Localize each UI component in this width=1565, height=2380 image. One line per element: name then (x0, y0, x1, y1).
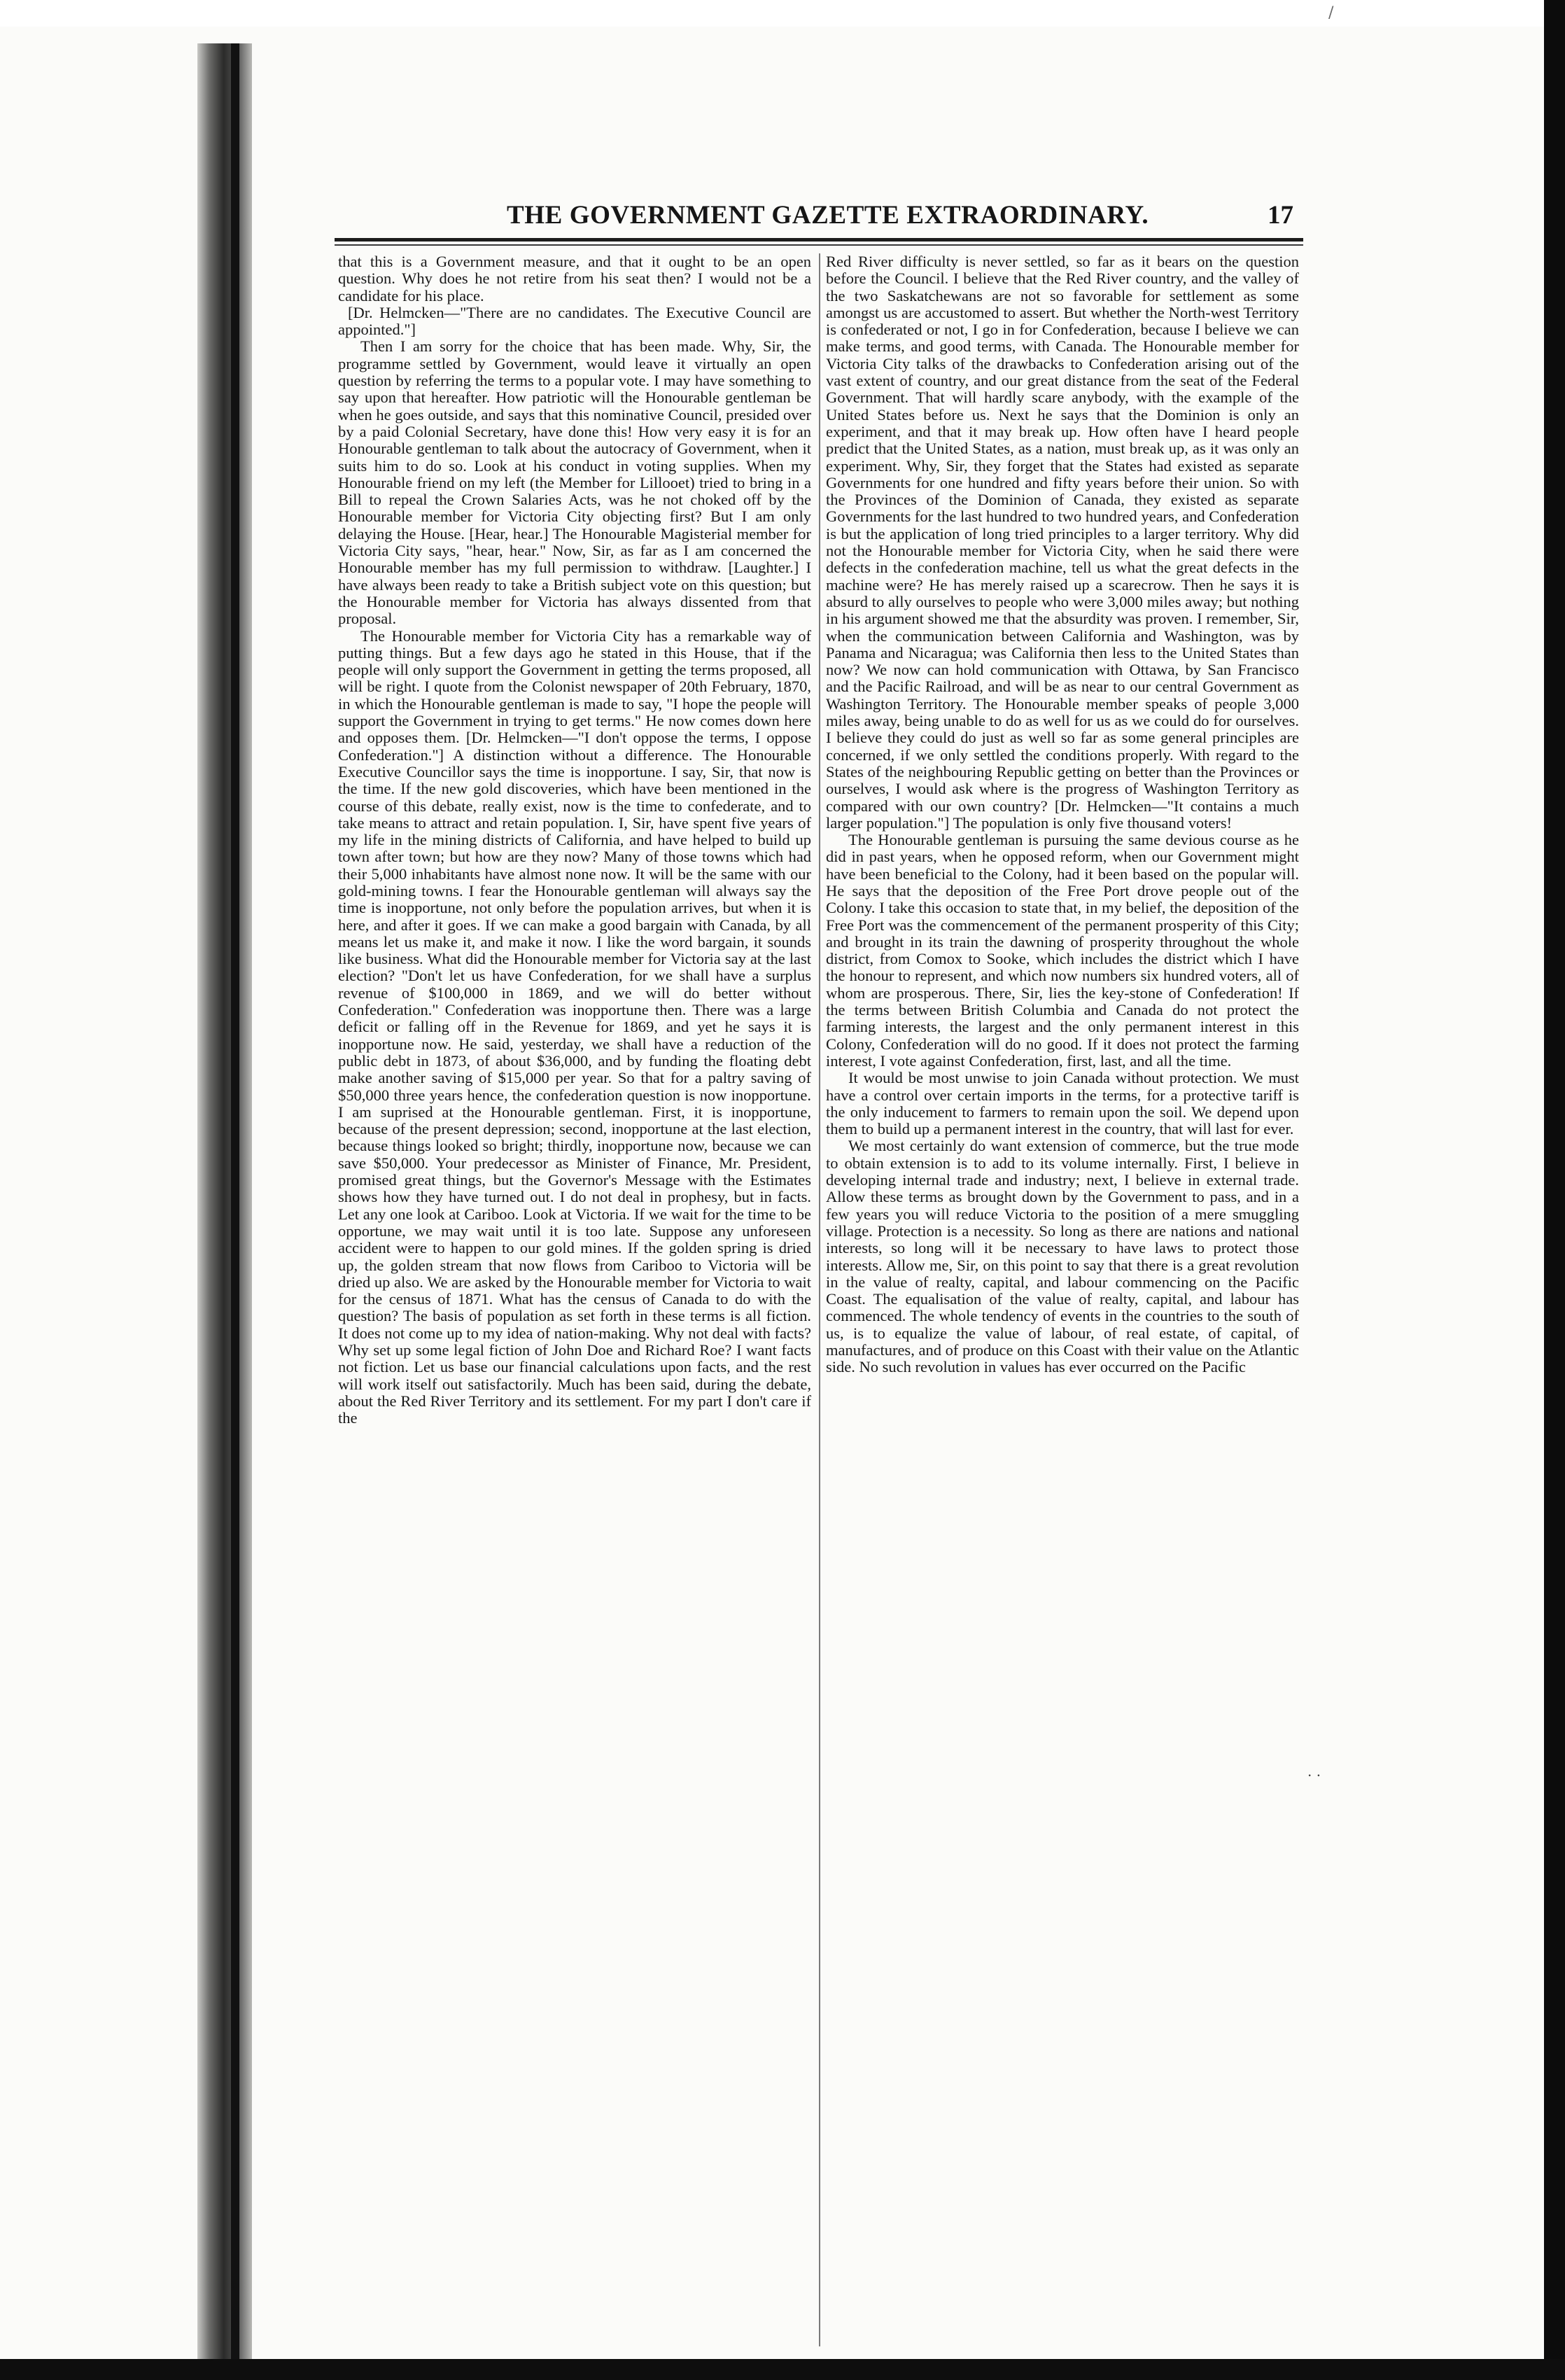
paragraph: The Honourable gentleman is pursuing the same devious course as he did in past years, when he opposed reform, when our Government might have been beneficial to the Colony, had it been based on the popular will. He says that the deposition of the Free Port drove people out of the Colony. I take this occasion to state that, in my belief, the deposition of the Free Port was the commencement of the permanent prosperity of this City; and brought in its train the dawning of prosperity throughout the whole district, from Comox to Sooke, which includes the district which I have the honour to represent, and which now numbers six hundred voters, all of whom are prosperous. There, Sir, lies the key-stone of Confederation! If the terms between British Columbia and Canada do not protect the farming interests, the largest and the only permanent interest in this Colony, Confederation will do no good. If it does not protect the farming interest, I vote against Confederation, first, last, and all the time. (826, 831, 1299, 1070)
paragraph: [Dr. Helmcken—"There are no candidates. The Executive Council are appointed."] (338, 303, 811, 339)
column-divider (819, 253, 820, 2346)
running-title: THE GOVERNMENT GAZETTE EXTRAORDINARY. (507, 201, 1149, 230)
header-rule-thick (335, 238, 1303, 241)
scan-edge-bottom (0, 2359, 1565, 2380)
binding-gutter (197, 43, 252, 2360)
scan-edge-right (1544, 0, 1565, 2380)
page-header (335, 190, 1303, 239)
header-rule-thin (335, 244, 1303, 246)
paragraph: that this is a Government measure, and that it ought to be an open question. Why does he not retire from his seat then? I would not be a candidate for his place. (338, 253, 811, 304)
paragraph: Then I am sorry for the choice that has been made. Why, Sir, the programme settled by Government, would leave it virtually an open question by referring the terms to a popular vote. I may have something to say upon that hereafter. How patriotic will the Honourable gentleman be when he goes outside, and says that this nominative Council, presided over by a paid Colonial Secretary, have done this! How very easy it is for an Honourable gentleman to talk about the autocracy of Government, when it suits him to do so. Look at his conduct in voting supplies. When my Honourable friend on my left (the Member for Lillooet) tried to bring in a Bill to repeal the Crown Salaries Acts, was he not choked off by the Honourable member for Victoria City objecting first? But I am only delaying the House. [Hear, hear.] The Honourable Magisterial member for Victoria City says, "hear, hear." Now, Sir, as far as I am concerned the Honourable member has my full permission to withdraw. [Laughter.] I have always been ready to take a British subject vote on this question; but the Honourable member for Victoria has always dissented from that proposal. (338, 337, 811, 628)
paragraph: It would be most unwise to join Canada without protection. We must have a control over certain imports in the terms, for a protective tariff is the only inducement to farmers to remain upon the soil. We depend upon them to build up a permanent interest in the country, that will last for ever. (826, 1069, 1299, 1138)
left-column (338, 253, 811, 2343)
paragraph: We most certainly do want extension of commerce, but the true mode to obtain extension is to add to its volume internally. First, I believe in developing internal trade and industry; next, I believe in external trade. Allow these terms as brought down by the Government to pass, and in a few years you will reduce Victoria to the position of a mere smuggling village. Protection is a necessity. So long as there are nations and national interests, so long will it be necessary to have laws to protect those interests. Allow me, Sir, on this point to say that there is a great revolution in the value of realty, capital, and labour commencing on the Pacific Coast. The equalisation of the value of realty, capital, and labour has commenced. The whole tendency of events in the countries to the south of us, is to equalize the value of labour, of real estate, of capital, of manufactures, and of produce on this Coast with their value on the Atlantic side. No such revolution in values has ever occurred on the Pacific (826, 1137, 1299, 1376)
paragraph: The Honourable member for Victoria City has a remarkable way of putting things. But a few days ago he stated in this House, that if the people will only support the Government in getting the terms proposed, all will be right. I quote from the Colonist newspaper of 20th February, 1870, in which the Honourable gentleman is made to say, "I hope the people will support the Government in trying to get terms." He now comes down here and opposes them. [Dr. Helmcken—"I don't oppose the terms, I oppose Confederation."] A distinction without a difference. The Honourable Executive Councillor says the time is inopportune. I say, Sir, that now is the time. If the new gold discoveries, which have been mentioned in the course of this debate, really exist, now is the time to confederate, and to take means to attract and retain population. I, Sir, have spent five years of my life in the mining districts of California, and have helped to build up town after town; but how are they now? Many of those towns which had their 5,000 inhabitants have almost none now. It will be the same with our gold-mining towns. I fear the Honourable gentleman will always say the time is inopportune, not only before the population arrives, but when it is here, and after it goes. If we can make a good bargain with Canada, by all means let us make it, and make it now. I like the word bargain, it sounds like business. What did the Honourable member for Victoria say at the last election? "Don't let us have Confederation, for we shall have a surplus revenue of $100,000 in 1869, and we will do better without Confederation." Confederation was inopportune then. There was a large deficit or falling off in the Revenue for 1869, and yet he says it is inopportune now. He said, yesterday, we shall have a reduction of the public debt in 1873, of about $36,000, and by funding the floating debt make another saving of $15,000 per year. So that for a paltry saving of $50,000 three years hence, the confederation question is now inopportune. I am suprised at the Honourable gentleman. First, it is inopportune, because of the present depression; second, inopportune at the last election, because things looked so bright; thirdly, inopportune now, because we can save $50,000. Your predecessor as Minister of Finance, Mr. President, promised great things, but the Governor's Message with the Estimates shows how they have turned out. I do not deal in prophesy, but in facts. Let any one look at Cariboo. Look at Victoria. If we wait for the time to be opportune, we may wait until it is too late. Suppose any unforeseen accident were to happen to our gold mines. If the golden spring is dried up, the golden stream that now flows from Cariboo to Victoria will be dried up also. We are asked by the Honourable member for Victoria to wait for the census of 1871. What has the census of Canada to do with the question? The basis of population as set forth in these terms is all fiction. It does not come up to my idea of nation-making. Why not deal with facts? Why set up some legal fiction of John Doe and Richard Roe? I want facts not fiction. Let us base our financial calculations upon facts, and the rest will work itself out satisfactorily. Much has been said, during the debate, about the Red River Territory and its settlement. For my part I don't care if the (338, 626, 811, 1427)
binding-shadow (231, 43, 239, 2360)
stray-mark: · · (1307, 1767, 1321, 1784)
right-column (826, 253, 1299, 2343)
stray-mark: / (1328, 4, 1334, 22)
page-number: 17 (1268, 201, 1293, 230)
paragraph: Red River difficulty is never settled, so far as it bears on the question before the Council. I believe that the Red River country, and the valley of the two Saskatchewans are not so favorable for settlement as some amongst us are accustomed to assert. But whether the North-west Territory is confederated or not, I go in for Confederation, because I believe we can make terms, and good terms, with Canada. The Honourable member for Victoria City talks of the drawbacks to Confederation arising out of the vast extent of country, and our great distance from the seat of the Federal Government. That will hardly scare anybody, with the example of the United States before us. Next he says that the Dominion is only an experiment, and that it may break up. How often have I heard people predict that the United States, as a nation, must break up, as it was only an experiment. Why, Sir, they forget that the States had existed as separate Governments for one hundred and fifty years before their union. So with the Provinces of the Dominion of Canada, they existed as separate Governments for the last hundred to two hundred years, and Confederation is but the application of long tried principles to a larger territory. Why did not the Honourable member for Victoria City, when he said there were defects in the confederation machine, tell us what the great defects in the machine were? He has merely raised up a scarecrow. Then he says it is absurd to ally ourselves to people who were 3,000 miles away; but nothing in his argument showed me that the absurdity was proven. I remember, Sir, when the communication between California and Washington, was by Panama and Nicaragua; was California then less to the United States than now? We now can hold communication with Ottawa, by San Francisco and the Pacific Railroad, and will be as near to our central Government as Washington Territory. The Honourable member speaks of people 3,000 miles away, being unable to do as well for us as we could do for ourselves. I believe they could do just as well so far as some general principles are concerned, if we only settled the conditions properly. With regard to the States of the neighbouring Republic getting on better than the Provinces or ourselves, I would ask where is the progress of Washington Territory as compared with our own country? [Dr. Helmcken—"It contains a much larger population."] The population is only five thousand voters! (826, 253, 1299, 832)
